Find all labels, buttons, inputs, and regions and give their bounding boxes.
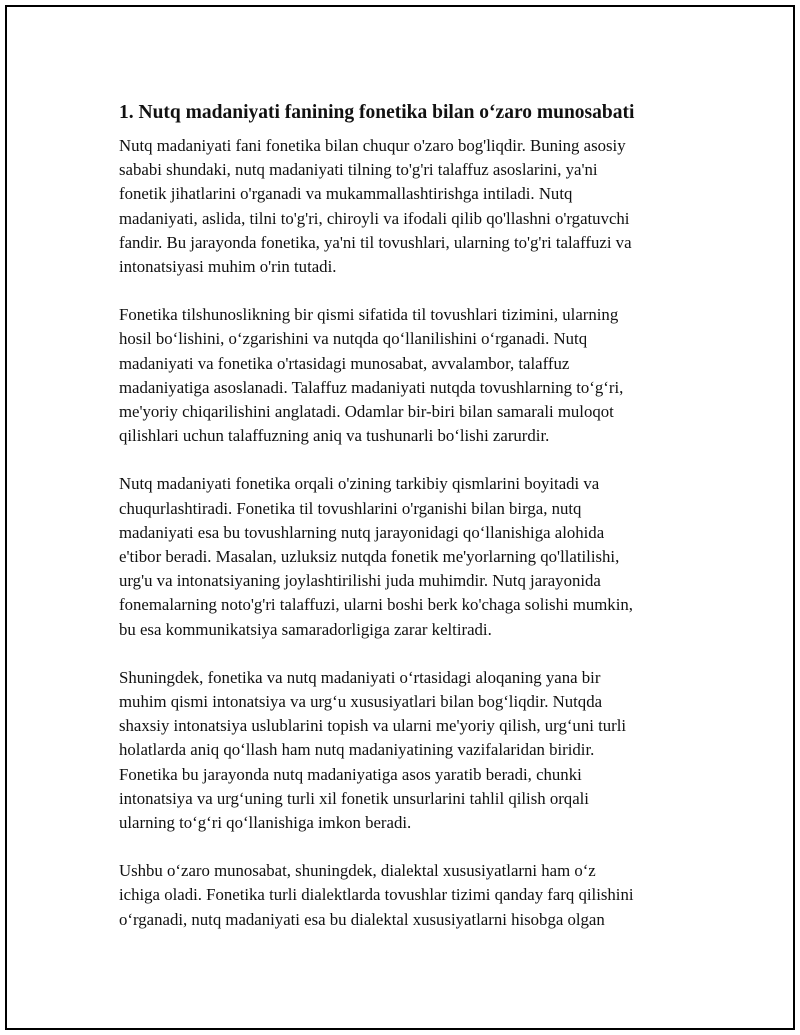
paragraph-line: madaniyati, aslida, tilni to'g'ri, chiroyli va ifodali qilib qo'llashni o'rgatuvchi [119, 208, 630, 228]
paragraph-line: Fonetika tilshunoslikning bir qismi sifatida til tovushlari tizimini, ularning [119, 305, 619, 325]
paragraph-line: Ushbu o‘zaro munosabat, shuningdek, dialektal xususiyatlarni ham o‘z [119, 861, 596, 881]
paragraph-2 [119, 303, 699, 448]
paragraph-line: Nutq madaniyati fani fonetika bilan chuqur o'zaro bog'liqdir. Buning asosiy [119, 136, 626, 155]
paragraph-line: ichiga oladi. Fonetika turli dialektlarda tovushlar tizimi qanday farq qilishini [119, 885, 634, 905]
paragraph-line: bu esa kommunikatsiya samaradorligiga zarar keltiradi. [119, 619, 492, 639]
paragraph-line: madaniyati esa bu tovushlarning nutq jarayonidagi qo‘llanishiga alohida [119, 522, 605, 542]
paragraph-4 [119, 666, 699, 835]
paragraph-line: intonatsiyasi muhim o'rin tutadi. [119, 257, 337, 277]
paragraph-line: Shuningdek, fonetika va nutq madaniyati o‘rtasidagi aloqaning yana bir [119, 667, 601, 687]
paragraph-line: fonemalarning noto'g'ri talaffuzi, ularni boshi berk ko'chaga solishi mumkin, [119, 595, 633, 615]
paragraph-line: muhim qismi intonatsiya va urg‘u xususiyatlari bilan bog‘liqdir. Nutqda [119, 692, 603, 712]
paragraph-line: Nutq madaniyati fonetika orqali o'zining tarkibiy qismlarini boyitadi va [119, 474, 600, 494]
paragraph-5 [119, 859, 699, 932]
paragraph-line: me'yoriy chiqarilishini anglatadi. Odamlar bir-biri bilan samarali muloqot [119, 402, 614, 422]
paragraph-line: sababi shundaki, nutq madaniyati tilning to'g'ri talaffuz asoslarini, ya'ni [119, 160, 598, 180]
paragraph-line: e'tibor beradi. Masalan, uzluksiz nutqda fonetik me'yorlarning qo'llatilishi, [119, 547, 620, 567]
paragraph-line: holatlarda aniq qo‘llash ham nutq madaniyatining vazifalaridan biridir. [119, 740, 595, 760]
paragraph-line: urg'u va intonatsiyaning joylashtirilishi juda muhimdir. Nutq jarayonida [119, 571, 601, 591]
paragraph-line: madaniyatiga asoslanadi. Talaffuz madaniyati nutqda tovushlarning to‘g‘ri, [119, 377, 624, 397]
paragraph-3 [119, 472, 699, 641]
paragraph-line: intonatsiya va urg‘uning turli xil fonetik unsurlarini tahlil qilish orqali [119, 788, 589, 808]
paragraph-line: hosil bo‘lishini, o‘zgarishini va nutqda qo‘llanilishini o‘rganadi. Nutq [119, 329, 588, 349]
paragraph-line: shaxsiy intonatsiya uslublarini topish va ularni me'yoriy qilish, urg‘uni turli [119, 716, 627, 736]
paragraph-1 [119, 134, 699, 279]
paragraph-line: Fonetika bu jarayonda nutq madaniyatiga asos yaratib beradi, chunki [119, 764, 582, 784]
paragraph-line: qilishlari uchun talaffuzning aniq va tushunarli bo‘lishi zarurdir. [119, 426, 550, 446]
paragraph-line: fonetik jihatlarini o'rganadi va mukammallashtirishga intiladi. Nutq [119, 184, 573, 204]
paragraph-line: fandir. Bu jarayonda fonetika, ya'ni til tovushlari, ularning to'g'ri talaffuzi va [119, 232, 632, 252]
paragraph-line: chuqurlashtiradi. Fonetika til tovushlarini o'rganishi bilan birga, nutq [119, 498, 582, 518]
paragraph-line: o‘rganadi, nutq madaniyati esa bu dialektal xususiyatlarni hisobga olgan [119, 909, 605, 929]
document-body [119, 100, 699, 956]
paragraph-line: ularning to‘g‘ri qo‘llanishiga imkon beradi. [119, 813, 412, 833]
paragraph-line: madaniyati va fonetika o'rtasidagi munosabat, avvalambor, talaffuz [119, 353, 570, 373]
section-heading: 1. Nutq madaniyati fanining fonetika bilan o‘zaro munosabati [119, 102, 635, 123]
page-frame [5, 5, 795, 1030]
